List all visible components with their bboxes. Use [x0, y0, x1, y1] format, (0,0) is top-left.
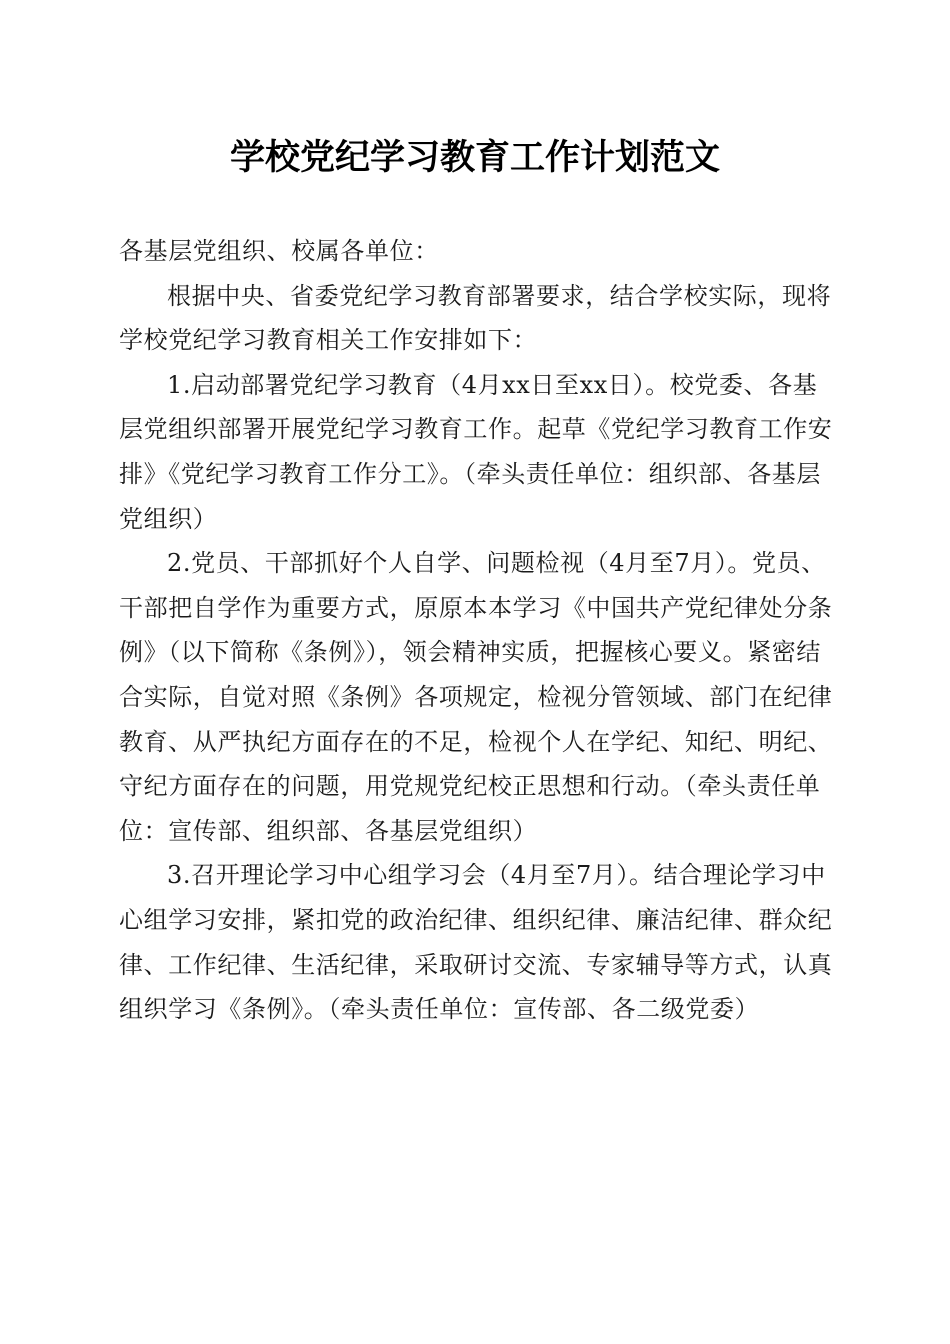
document-body: [119, 229, 835, 1032]
paragraph-item-1: 1.启动部署党纪学习教育（4月xx日至xx日）。校党委、各基层党组织部署开展党纪学习教育工作。起草《党纪学习教育工作安排》《党纪学习教育工作分工》。（牵头责任单位：组织部、各基层党组织）: [119, 370, 833, 533]
paragraph-intro: 根据中央、省委党纪学习教育部署要求，结合学校实际，现将学校党纪学习教育相关工作安排如下：: [119, 281, 832, 355]
document-title: 学校党纪学习教育工作计划范文: [229, 137, 720, 178]
paragraph-item-3: 3.召开理论学习中心组学习会（4月至7月）。结合理论学习中心组学习安排，紧扣党的政治纪律、组织纪律、廉洁纪律、群众纪律、工作纪律、生活纪律，采取研讨交流、专家辅导等方式，认真组织学习《条例》。（牵头责任单位：宣传部、各二级党委）: [119, 861, 833, 1024]
paragraph-item-2: 2.党员、干部抓好个人自学、问题检视（4月至7月）。党员、干部把自学作为重要方式，原原本本学习《中国共产党纪律处分条例》（以下简称《条例》），领会精神实质，把握核心要义。紧密结合实际，自觉对照《条例》各项规定，检视分管领域、部门在纪律教育、从严执纪方面存在的不足，检视个人在学纪、知纪、明纪、守纪方面存在的问题，用党规党纪校正思想和行动。（牵头责任单位：宣传部、组织部、各基层党组织）: [119, 549, 833, 845]
salutation: 各基层党组织、校属各单位：: [119, 237, 439, 265]
